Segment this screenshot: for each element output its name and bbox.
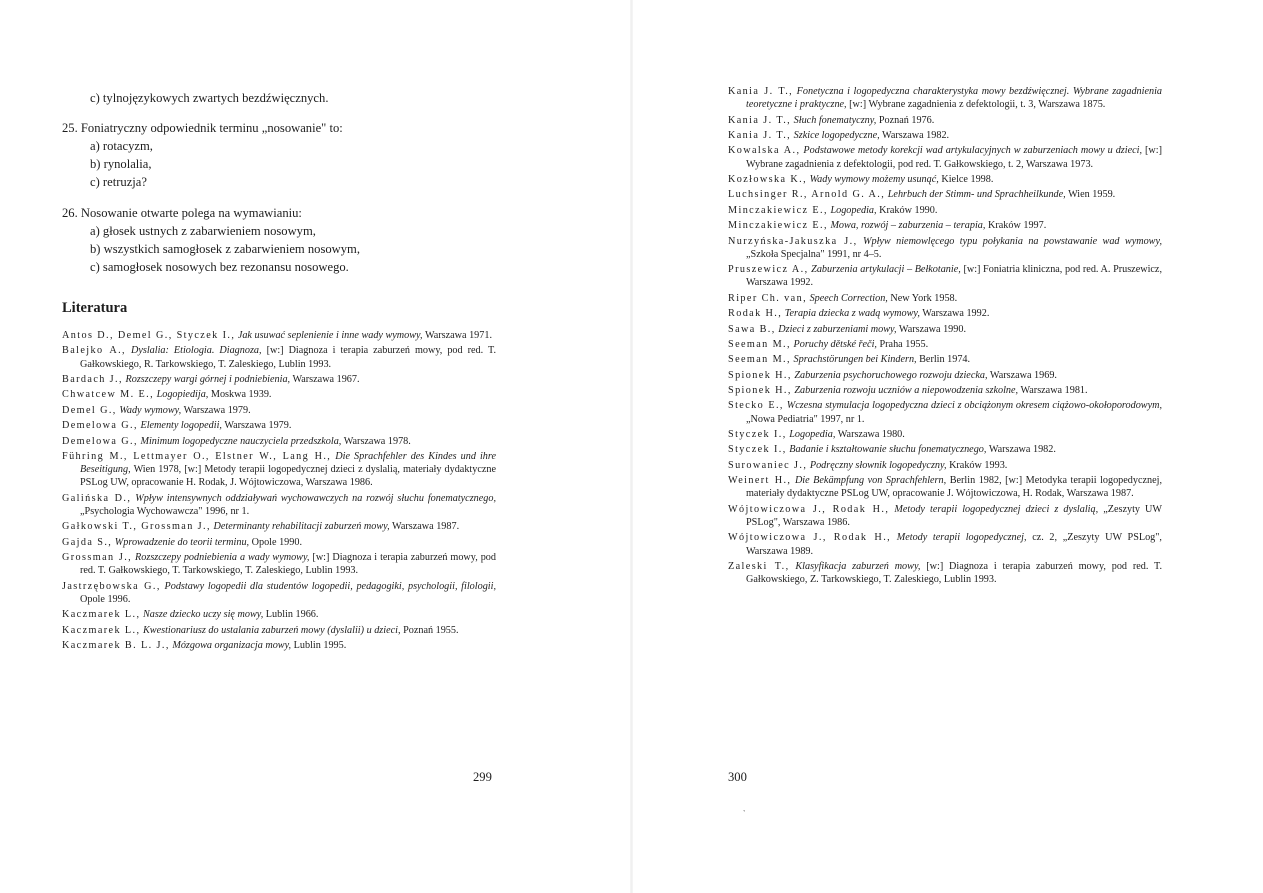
bibliography-author: Balejko A., (62, 345, 126, 357)
page-number: 300 (728, 770, 747, 784)
bibliography-author: Seeman M., (728, 354, 791, 366)
bibliography-entry (728, 369, 1162, 382)
bibliography-entry (728, 188, 1162, 201)
bibliography-author: Kaczmarek L., (62, 624, 141, 636)
bibliography-author: Gałkowski T., Grossman J., (62, 521, 211, 533)
bibliography-rest: Praha 1955. (879, 338, 929, 350)
bibliography-author: Kania J. T., (728, 114, 792, 126)
bibliography-author: Weinert H., (728, 475, 792, 487)
answer-line: b) rynolalia, (90, 157, 152, 171)
question-number: 25. (62, 121, 78, 135)
bibliography-title: Lehrbuch der Stimm- und Sprachheilkunde, (887, 189, 1066, 201)
bibliography-author: Wójtowiczowa J., Rodak H., (728, 503, 890, 515)
bibliography-rest: Warszawa 1967. (292, 373, 360, 385)
bibliography-entry (728, 292, 1162, 305)
bibliography-title: Zaburzenia rozwoju uczniów a niepowodzenia szkolne, (794, 385, 1019, 397)
bibliography-author: Wójtowiczowa J., Rodak H., (728, 532, 892, 544)
question-stem: Nosowanie otwarte polega na wymawianiu: (80, 206, 302, 220)
bibliography-title: Szkice logopedyczne, (793, 129, 880, 141)
question-26 (62, 205, 302, 223)
bibliography-entry (728, 144, 1162, 170)
bibliography-entry (62, 373, 496, 386)
bibliography-rest: Warszawa 1979. (224, 420, 292, 432)
bibliography-entry (728, 204, 1162, 217)
bibliography-entry (728, 129, 1162, 142)
bibliography-title: Minimum logopedyczne nauczyciela przedszkola, (140, 435, 342, 447)
bibliography-entry (728, 307, 1162, 320)
bibliography-author: Sawa B., (728, 323, 776, 335)
bibliography-entry (728, 219, 1162, 232)
bibliography-author: Antos D., Demel G., Styczek I., (62, 330, 236, 341)
bibliography-title: Logopiedija, (156, 389, 209, 401)
bibliography-title: Sprachstörungen bei Kindern, (793, 354, 917, 366)
bibliography-title: Wady wymowy, (119, 404, 182, 416)
bibliography-rest: [w:] Foniatria kliniczna, pod red. A. Pruszewicz, Warszawa 1992. (746, 264, 1163, 289)
bibliography-rest: Kraków 1993. (949, 459, 1008, 471)
bibliography-entry (62, 580, 496, 606)
bibliography-rest: Poznań 1955. (403, 624, 459, 636)
bibliography-entry (728, 443, 1162, 456)
bibliography-title: Kwestionariusz do ustalania zaburzeń mowy (dyslalii) u dzieci, (143, 624, 401, 636)
answer-line: b) wszystkich samogłosek z zabarwieniem nosowym, (90, 242, 361, 256)
bibliography-author: Riper Ch. van, (728, 292, 808, 304)
bibliography-author: Styczek I., (728, 444, 787, 456)
bibliography-title: Rozszczepy wargi górnej i podniebienia, (125, 373, 291, 385)
bibliography-title: Metody terapii logopedycznej, (896, 532, 1027, 544)
bibliography-title: Determinanty rehabilitacji zaburzeń mowy, (213, 521, 390, 533)
bibliography-list-left (62, 329, 496, 654)
bibliography-rest: Poznań 1976. (878, 114, 935, 126)
bibliography-entry (62, 450, 496, 490)
bibliography-rest: Warszawa 1982. (988, 444, 1056, 456)
answer-line: c) retruzja? (90, 175, 147, 189)
bibliography-entry (62, 624, 496, 637)
bibliography-title: Podstawy logopedii dla studentów logopedii, pedagogiki, psychologii, filologii, (164, 580, 496, 592)
bibliography-entry (728, 114, 1162, 127)
bibliography-entry (728, 353, 1162, 366)
bibliography-entry (728, 323, 1162, 336)
bibliography-author: Galińska D., (62, 492, 132, 504)
answer-line: c) tylnojęzykowych zwartych bezdźwięcznych. (90, 91, 329, 105)
bibliography-author: Rodak H., (728, 308, 783, 320)
scan-speck: ‚ (740, 803, 747, 814)
bibliography-entry (62, 388, 496, 401)
bibliography-entry (728, 384, 1162, 397)
bibliography-rest: Warszawa 1978. (343, 435, 411, 447)
bibliography-author: Luchsinger R., Arnold G. A., (728, 189, 886, 201)
answer-line: a) głosek ustnych z zabarwieniem nosowym, (90, 224, 316, 238)
bibliography-author: Seeman M., (728, 338, 791, 350)
bibliography-entry (62, 419, 496, 432)
bibliography-entry (62, 536, 496, 549)
bibliography-title: Mózgowa organizacja mowy, (172, 640, 292, 652)
bibliography-rest: cz. 2, „Zeszyty UW PSLog", Warszawa 1989. (746, 532, 1162, 557)
bibliography-rest: Warszawa 1979. (183, 404, 251, 416)
bibliography-rest: Kielce 1998. (941, 173, 994, 185)
page-number: 299 (473, 770, 492, 784)
bibliography-entry (728, 503, 1162, 529)
bibliography-title: Terapia dziecka z wadą wymowy, (784, 308, 920, 320)
bibliography-title: Wpływ niemowlęcego typu połykania na powstawanie wad wymowy, (862, 235, 1162, 247)
bibliography-rest: Berlin 1982, [w:] Metodyka terapii logopedycznej, materiały dydaktyczne PSLog UW, opracowanie J. Wójtowiczowa, H. Rodak, Warszawa 1987. (746, 475, 1163, 500)
bibliography-author: Bardach J., (62, 373, 123, 385)
bibliography-entry (728, 173, 1162, 186)
bibliography-title: Wpływ intensywnych oddziaływań wychowawczych na rozwój słuchu fonematycznego, (135, 492, 497, 504)
bibliography-rest: Warszawa 1990. (898, 323, 966, 335)
bibliography-author: Kania J. T., (728, 86, 794, 97)
bibliography-entry (62, 329, 496, 342)
bibliography-author: Nurzyńska-Jakuszka J., (728, 235, 858, 247)
bibliography-title: Słuch fonematyczny, (793, 114, 877, 126)
bibliography-author: Kozłowska K., (728, 173, 808, 185)
bibliography-author: Spionek H., (728, 385, 792, 397)
bibliography-title: Klasyfikacja zaburzeń mowy, (795, 561, 921, 572)
bibliography-author: Kaczmarek L., (62, 609, 141, 621)
bibliography-rest: „Zeszyty UW PSLog", Warszawa 1986. (746, 503, 1163, 529)
bibliography-entry (728, 399, 1162, 425)
bibliography-entry (62, 492, 496, 518)
bibliography-author: Zaleski T., (728, 561, 790, 572)
bibliography-title: Wprowadzenie do teorii terminu, (114, 536, 250, 548)
bibliography-author: Minczakiewicz E., (728, 204, 828, 216)
bibliography-title: Nasze dziecko uczy się mowy, (143, 609, 264, 621)
bibliography-title: Logopedia, (789, 429, 836, 441)
bibliography-title: Zaburzenia artykulacji – Bełkotanie, (811, 264, 961, 276)
bibliography-entry (728, 235, 1162, 261)
bibliography-title: Jak usuwać seplenienie i inne wady wymowy, (237, 330, 423, 341)
bibliography-title: Podstawowe metody korekcji wad artykulacyjnych w zaburzeniach mowy u dzieci, (803, 145, 1143, 157)
bibliography-rest: „Psychologia Wychowawcza" 1996, nr 1. (80, 505, 250, 517)
bibliography-entry (728, 531, 1162, 557)
bibliography-title: Badanie i kształtowanie słuchu fonematycznego, (789, 444, 987, 456)
bibliography-rest: Kraków 1997. (987, 220, 1047, 232)
bibliography-title: Poruchy dětské řeči, (793, 338, 877, 350)
bibliography-title: Podręczny słownik logopedyczny, (809, 459, 947, 471)
bibliography-entry (728, 428, 1162, 441)
bibliography-author: Styczek I., (728, 429, 787, 441)
bibliography-rest: Warszawa 1992. (922, 308, 990, 320)
bibliography-rest: Warszawa 1981. (1020, 385, 1088, 397)
bibliography-rest: [w:] Wybrane zagadnienia z defektologii, pod red. T. Gałkowskiego, t. 2, Warszawa 1973. (746, 145, 1163, 170)
bibliography-author: Stecko E., (728, 400, 784, 412)
section-heading-literatura: Literatura (62, 300, 128, 316)
answer-line: c) samogłosek nosowych bez rezonansu nosowego. (90, 260, 349, 274)
bibliography-rest: „Nowa Pediatria" 1997, nr 1. (746, 413, 865, 425)
bibliography-rest: Warszawa 1980. (837, 429, 905, 441)
bibliography-rest: [w:] Diagnoza i terapia zaburzeń mowy, pod red. T. Gałkowskiego, Z. Tarkowskiego, T. Zaleskiego, Lublin 1993. (746, 561, 1163, 586)
bibliography-author: Pruszewicz A., (728, 264, 809, 276)
bibliography-author: Demel G., (62, 404, 117, 416)
bibliography-rest: „Szkoła Specjalna" 1991, nr 4–5. (746, 248, 882, 260)
bibliography-author: Gajda S., (62, 536, 113, 548)
bibliography-rest: [w:] Diagnoza i terapia zaburzeń mowy, pod red. T. Gałkowskiego, R. Tarkowskiego, T. Zaleskiego, Lublin 1993. (80, 345, 496, 370)
bibliography-title: Dzieci z zaburzeniami mowy, (778, 323, 897, 335)
bibliography-rest: [w:] Diagnoza i terapia zaburzeń mowy, pod red. T. Gałkowskiego, T. Tarkowskiego, T. Zaleskiego, Lublin 1993. (80, 552, 496, 577)
bibliography-author: Jastrzębowska G., (62, 580, 161, 592)
bibliography-rest: Warszawa 1969. (989, 369, 1057, 381)
bibliography-title: Elementy logopedii, (140, 420, 222, 432)
bibliography-entry (62, 551, 496, 577)
bibliography-author: Kaczmarek B. L. J., (62, 640, 170, 652)
bibliography-entry (62, 520, 496, 533)
bibliography-rest: Wien 1978, [w:] Metody terapii logopedycznej dzieci z dyslalią, materiały dydaktyczne PSLog UW, opracowanie H. Rodak, J. Wójtowiczowa, Warszawa 1986. (80, 464, 497, 489)
bibliography-entry (62, 404, 496, 417)
right-page (632, 0, 1263, 893)
bibliography-entry (62, 608, 496, 621)
question-number: 26. (62, 206, 78, 220)
bibliography-rest: Opole 1996. (80, 593, 131, 605)
bibliography-title: Die Sprachfehler des Kindes und ihre Beseitigung, (80, 450, 496, 476)
bibliography-author: Demelowa G., (62, 435, 138, 447)
bibliography-author: Kowalska A., (728, 145, 801, 157)
bibliography-rest: Lublin 1966. (265, 609, 319, 621)
bibliography-title: Metody terapii logopedycznej dzieci z dyslalią, (894, 503, 1099, 515)
bibliography-author: Demelowa G., (62, 420, 138, 432)
bibliography-entry (62, 344, 496, 370)
bibliography-title: Wady wymowy możemy usunąć, (809, 173, 939, 185)
bibliography-entry (728, 560, 1162, 586)
bibliography-title: Wczesna stymulacja logopedyczna dzieci z obciążonym okresem ciążowo-okołoporodowym, (786, 400, 1163, 412)
bibliography-rest: Wien 1959. (1068, 189, 1116, 201)
bibliography-title: Zaburzenia psychoruchowego rozwoju dziecka, (794, 369, 988, 381)
bibliography-author: Spionek H., (728, 369, 792, 381)
bibliography-title: Fonetyczna i logopedyczna charakterystyka mowy bezdźwięcznej. Wybrane zagadnienia teoretyczne i praktyczne, (746, 86, 1163, 111)
bibliography-rest: Opole 1990. (251, 536, 303, 548)
bibliography-rest: Kraków 1990. (879, 204, 938, 216)
bibliography-rest: [w:] Wybrane zagadnienia z defektologii, t. 3, Warszawa 1875. (849, 99, 1106, 111)
question-25 (62, 120, 343, 138)
bibliography-rest: Warszawa 1982. (882, 129, 950, 141)
bibliography-entry (728, 459, 1162, 472)
bibliography-list-right (728, 85, 1162, 589)
bibliography-entry (728, 338, 1162, 351)
bibliography-entry (62, 435, 496, 448)
bibliography-entry (728, 263, 1162, 289)
bibliography-author: Führing M., Lettmayer O., Elstner W., Lang H., (62, 450, 332, 462)
bibliography-title: Die Bekämpfung von Sprachfehlern, (794, 475, 947, 487)
question-stem: Foniatryczny odpowiednik terminu „nosowanie" to: (80, 121, 343, 135)
bibliography-rest: New York 1958. (890, 292, 958, 304)
answer-line: a) rotacyzm, (90, 139, 153, 153)
bibliography-rest: Moskwa 1939. (210, 389, 272, 401)
bibliography-entry (728, 474, 1162, 500)
bibliography-entry (62, 639, 496, 652)
bibliography-author: Surowaniec J., (728, 459, 808, 471)
bibliography-author: Minczakiewicz E., (728, 220, 828, 232)
bibliography-title: Logopedia, (830, 204, 877, 216)
bibliography-entry (728, 85, 1162, 111)
bibliography-title: Rozszczepy podniebienia a wady wymowy, (135, 552, 310, 564)
bibliography-title: Mowa, rozwój – zaburzenia – terapia, (830, 220, 986, 232)
bibliography-author: Kania J. T., (728, 129, 792, 141)
bibliography-rest: Lublin 1995. (293, 640, 347, 652)
bibliography-rest: Warszawa 1987. (392, 521, 460, 533)
bibliography-author: Grossman J., (62, 552, 133, 564)
bibliography-title: Speech Correction, (809, 292, 888, 304)
bibliography-title: Dyslalia: Etiologia. Diagnoza, (131, 345, 262, 357)
bibliography-rest: Berlin 1974. (919, 354, 971, 366)
bibliography-author: Chwatcew M. E., (62, 389, 155, 401)
bibliography-rest: Warszawa 1971. (424, 330, 493, 341)
